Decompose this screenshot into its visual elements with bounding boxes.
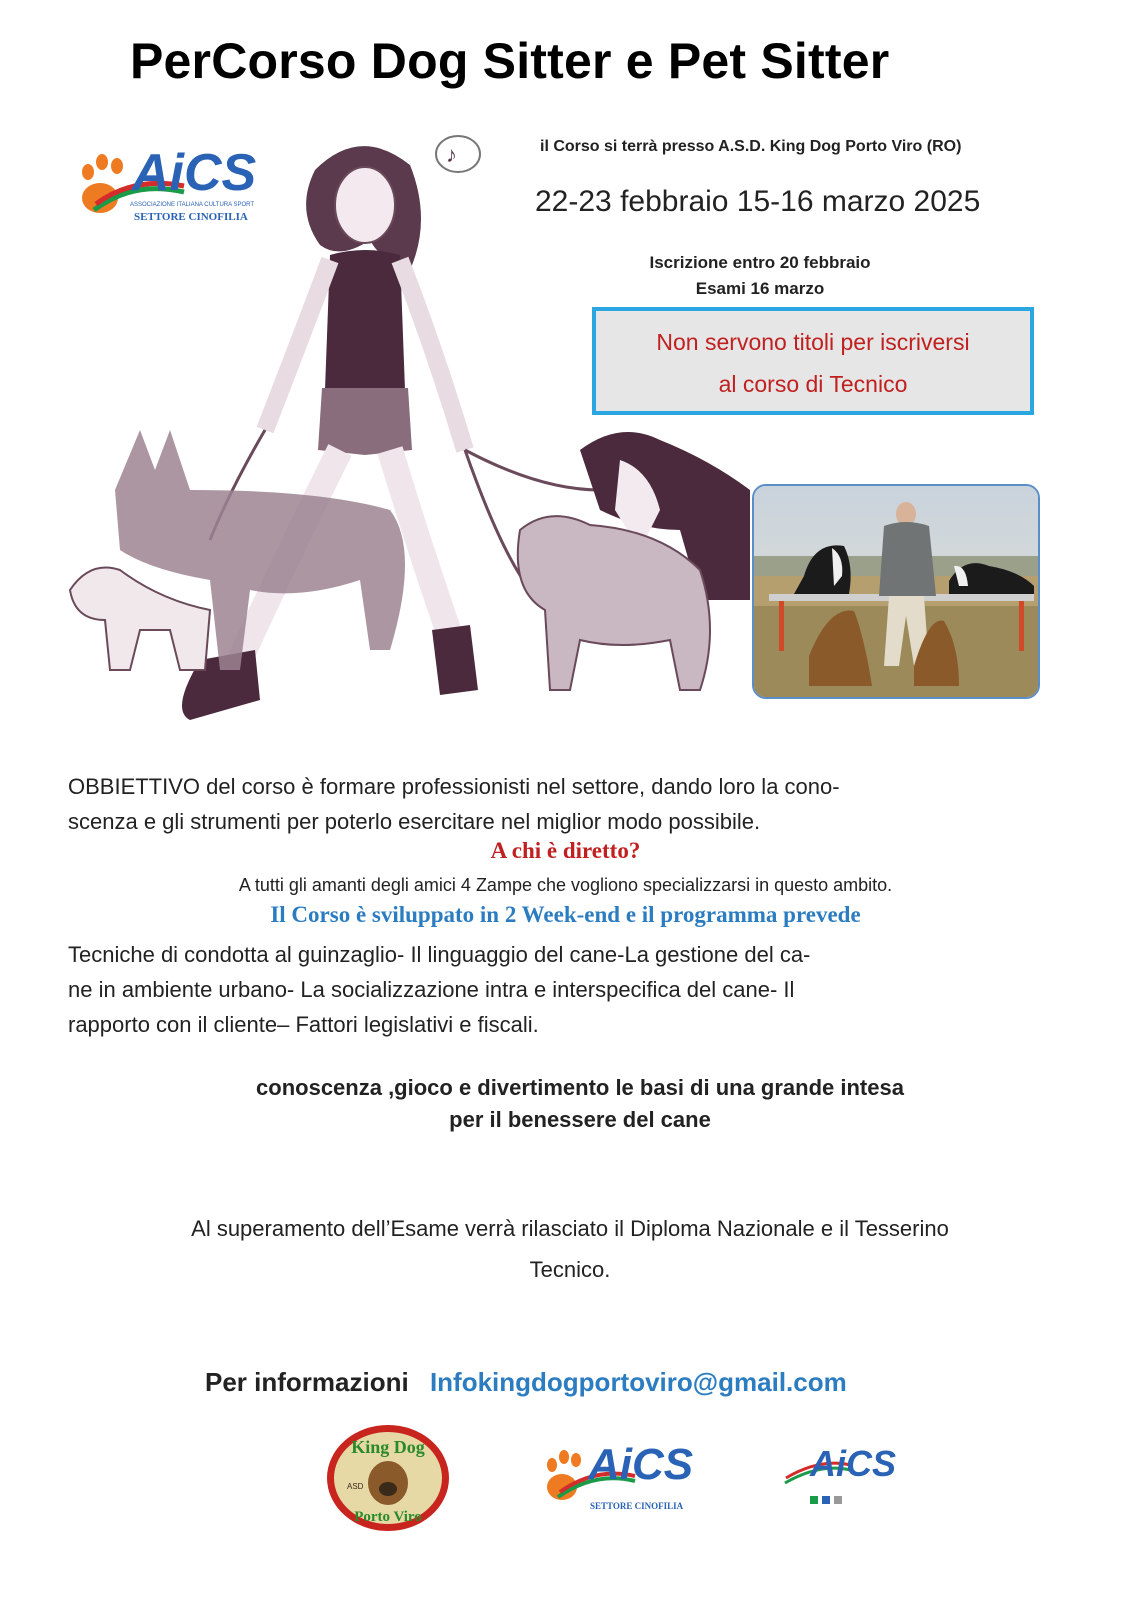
program-heading: Il Corso è sviluppato in 2 Week-end e il programma prevede [270,902,861,927]
svg-text:AiCS: AiCS [588,1440,694,1489]
motto-line-1: conoscenza ,gioco e divertimento le basi di una grande intesa [256,1075,904,1100]
program-line-3: rapporto con il cliente– Fattori legislativi e fiscali. [68,1012,539,1037]
music-note-icon [436,136,480,172]
notice-box [592,307,1034,415]
page-title: PerCorso Dog Sitter e Pet Sitter [130,33,890,89]
trainer-photo [752,484,1040,699]
exam-date: Esami 16 marzo [695,279,825,298]
course-dates: 22-23 febbraio 15-16 marzo 2025 [535,185,981,218]
notice-line-2: al corso di Tecnico [718,371,908,397]
motto-line-2: per il benessere del cane [449,1107,711,1132]
objective-line-2: scenza e gli strumenti per poterlo esercitare nel miglior modo possibile. [68,809,761,834]
objective-text [68,769,1058,839]
venue-text: il Corso si terrà presso A.S.D. King Dog Porto Viro (RO) [540,138,962,155]
program-line-2: ne in ambiente urbano- La socializzazione intra e interspecifica del cane- Il [68,977,795,1002]
aics-logo-subtitle: ASSOCIAZIONE ITALIANA CULTURA SPORT [130,202,255,208]
diploma-line-1: Al superamento dell’Esame verrà rilasciato il Diploma Nazionale e il Tesserino [191,1216,949,1241]
dog-walker-illustration [60,130,760,750]
info-label: Per informazioni [205,1367,409,1397]
aics-cinofilia-logo [540,1435,710,1513]
svg-text:AiCS: AiCS [132,144,257,202]
email-link[interactable]: Infokingdogportoviro@gmail.com [429,1367,847,1397]
aics-federation-logo [780,1438,905,1513]
kingdog-logo-asd: ASD [347,1482,364,1491]
diploma-text [60,1208,1080,1290]
notice-line-1: Non servono titoli per iscriversi [656,329,970,355]
registration-deadline: Iscrizione entro 20 febbraio [649,253,871,272]
program-text [68,937,1058,1042]
svg-text:♪: ♪ [446,142,457,167]
objective-line-1: OBBIETTIVO del corso è formare professionisti nel settore, dando loro la cono- [68,774,840,799]
svg-text:AiCS: AiCS [810,1443,897,1484]
target-text: A tutti gli amanti degli amici 4 Zampe che vogliono specializzarsi in questo ambito. [238,875,893,895]
motto [0,1072,1131,1136]
svg-text:SETTORE CINOFILIA: SETTORE CINOFILIA [590,1501,684,1511]
target-heading: A chi è diretto? [490,838,641,863]
kingdog-logo-top: King Dog [351,1437,425,1457]
info-line [205,1367,847,1398]
registration-info [560,250,960,302]
program-line-1: Tecniche di condotta al guinzaglio- Il linguaggio del cane-La gestione del ca- [68,942,811,967]
aics-logo-sector: SETTORE CINOFILIA [134,211,248,223]
kingdog-logo [325,1423,451,1533]
kingdog-logo-bottom: Porto Viro [354,1509,422,1525]
diploma-line-2: Tecnico. [529,1257,611,1282]
